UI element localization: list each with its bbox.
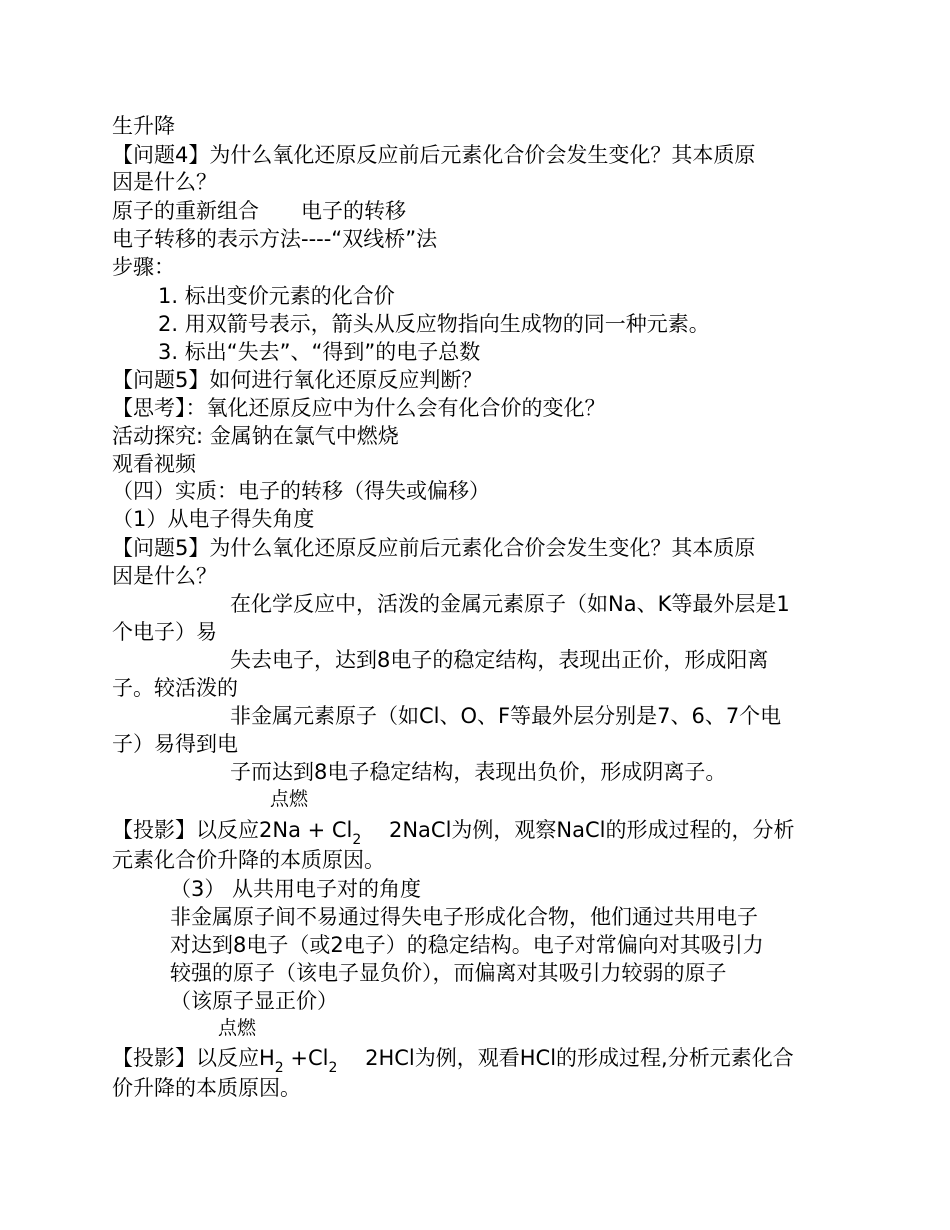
subsection-heading: （3） 从共用电子对的角度	[170, 877, 422, 901]
section-heading: （四）实质：电子的转移（得失或偏移）	[112, 479, 490, 503]
paragraph-line: 在化学反应中，活泼的金属元素原子（如Na、K等最外层是1	[230, 592, 790, 616]
paragraph-line: 对达到8电子（或2电子）的稳定结构。电子对常偏向对其吸引力	[170, 933, 764, 957]
text-line: 价升降的本质原因。	[112, 1076, 301, 1100]
think-heading: 【思考】：氧化还原反应中为什么会有化合价的变化？	[112, 396, 606, 420]
text-line: 原子的重新组合 电子的转移	[112, 199, 406, 223]
paragraph-line: 子。较活泼的	[112, 676, 238, 700]
subscript: 2	[328, 1060, 338, 1076]
reaction-condition: 点燃	[270, 788, 309, 810]
reaction-text: 【投影】以反应H	[112, 1046, 275, 1070]
question-5-heading: 【问题5】为什么氧化还原反应前后元素化合价会发生变化？其本质原	[112, 536, 756, 560]
subscript: 2	[274, 1060, 284, 1076]
question-5-heading: 【问题5】如何进行氧化还原反应判断？	[112, 368, 483, 392]
reaction-text: +Cl	[283, 1046, 329, 1070]
paragraph-line: 子而达到8电子稳定结构，表现出负价，形成阴离子。	[230, 760, 727, 784]
text-line: 活动探究: 金属钠在氯气中燃烧	[112, 424, 399, 448]
subsection-heading: （1）从电子得失角度	[112, 507, 315, 531]
reaction-text: 【投影】以反应2Na + Cl	[112, 818, 353, 842]
text-line: 因是什么？	[112, 564, 217, 588]
paragraph-line: （该原子显正价）	[170, 989, 338, 1013]
text-line: 因是什么？	[112, 170, 217, 194]
text-line: 电子转移的表示方法----“双线桥”法	[112, 227, 438, 251]
reaction-text: 2HCl为例，观看HCl的形成过程,分析元素化合	[337, 1046, 794, 1070]
reaction-line	[112, 816, 795, 847]
reaction-text: 2NaCl为例，观察NaCl的形成过程的，分析	[361, 818, 795, 842]
step-item: 2. 用双箭号表示，箭头从反应物指向生成物的同一种元素。	[158, 312, 710, 336]
paragraph-line: 个电子）易	[112, 620, 217, 644]
steps-heading: 步骤：	[112, 255, 175, 279]
question-4-heading: 【问题4】为什么氧化还原反应前后元素化合价会发生变化？其本质原	[112, 143, 756, 167]
paragraph-line: 失去电子，达到8电子的稳定结构，表现出正价，形成阳离	[230, 648, 769, 672]
paragraph-line: 较强的原子（该电子显负价），而偏离对其吸引力较弱的原子	[170, 961, 727, 985]
paragraph-line: 非金属元素原子（如Cl、O、F等最外层分别是7、6、7个电	[230, 704, 782, 728]
reaction-condition: 点燃	[218, 1017, 257, 1039]
paragraph-line: 非金属原子间不易通过得失电子形成化合物，他们通过共用电子	[170, 905, 758, 929]
reaction-line	[112, 1044, 794, 1075]
text-line: 生升降	[112, 114, 175, 138]
paragraph-line: 子）易得到电	[112, 732, 238, 756]
text-line: 观看视频	[112, 452, 196, 476]
step-item: 1. 标出变价元素的化合价	[158, 284, 395, 308]
text-line: 元素化合价升降的本质原因。	[112, 848, 385, 872]
subscript: 2	[352, 832, 362, 848]
step-item: 3. 标出“失去”、“得到”的电子总数	[158, 340, 481, 364]
